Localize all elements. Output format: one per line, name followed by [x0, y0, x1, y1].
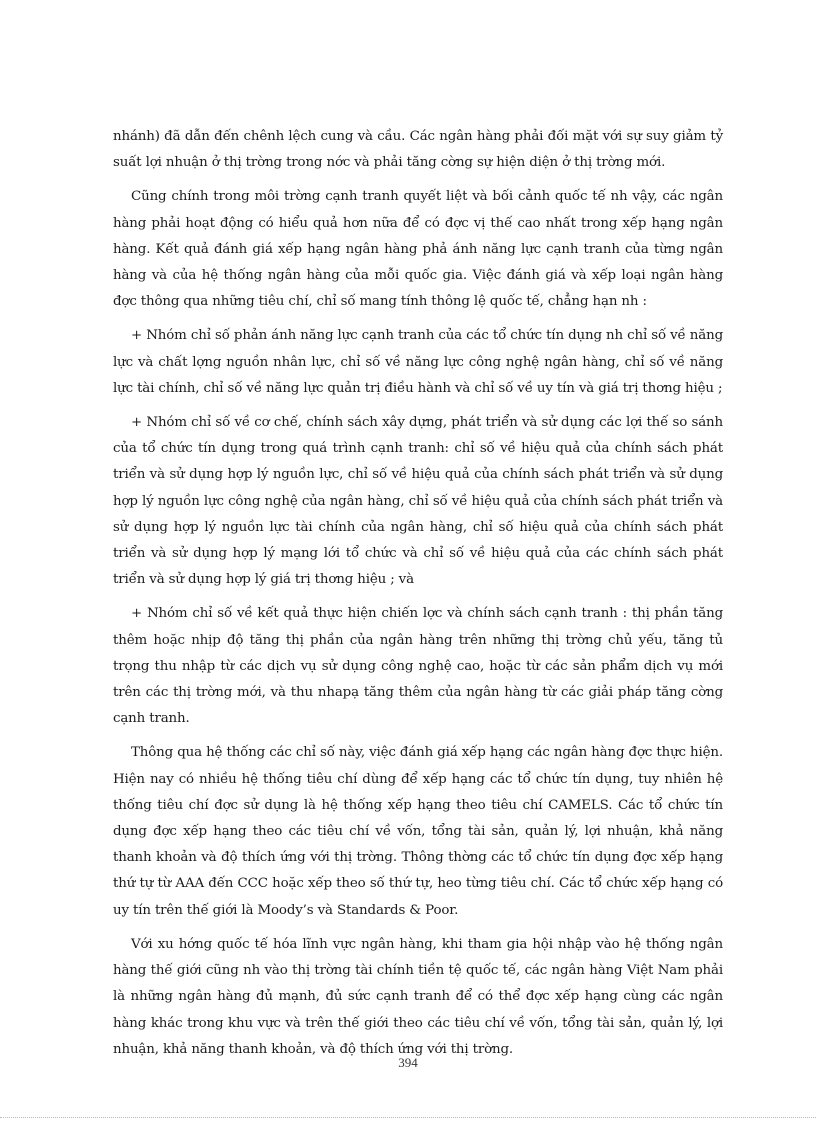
paragraph-7: Với xu hớng quốc tế hóa lĩnh vực ngân hàng, khi tham gia hội nhập vào hệ thống ngân hàng thế giới cũng nh vào thị trờng tài chính tiền tệ quốc tế, các ngân hàng Việt Nam phải là những ngân hàng đủ mạnh, đủ sức cạnh tranh để có thể đợc xếp hạng cùng các ngân hàng khác trong khu vực và trên thế giới theo các tiêu chí về vốn, tổng tài sản, quản lý, lợi nhuận, khả năng thanh khoản, và độ thích ứng với thị trờng. [113, 936, 723, 1057]
body-text [113, 124, 723, 1071]
page-bottom-divider [0, 1117, 816, 1118]
page-number: 394 [398, 1055, 418, 1070]
paragraph-6: Thông qua hệ thống các chỉ số này, việc đánh giá xếp hạng các ngân hàng đợc thực hiện. Hiện nay có nhiều hệ thống tiêu chí dùng để xếp hạng các tổ chức tín dụng, tuy nhiên hệ thống tiêu chí đợc sử dụng là hệ thống xếp hạng theo tiêu chí CAMELS. Các tổ chức tín dụng đợc xếp hạng theo các tiêu chí về vốn, tổng tài sản, quản lý, lợi nhuận, khả năng thanh khoản và độ thích ứng với thị trờng. Thông thờng các tổ chức tín dụng đợc xếp hạng thứ tự từ AAA đến CCC hoặc xếp theo số thứ tự, heo từng tiêu chí. Các tổ chức xếp hạng có uy tín trên thế giới là Moody’s và Standards & Poor. [113, 745, 723, 918]
paragraph-2: Cũng chính trong môi trờng cạnh tranh quyết liệt và bối cảnh quốc tế nh vậy, các ngân hàng phải hoạt động có hiểu quả hơn nữa để có đợc vị thế cao nhất trong xếp hạng ngân hàng. Kết quả đánh giá xếp hạng ngân hàng phả ánh năng lực cạnh tranh của từng ngân hàng và của hệ thống ngân hàng của mỗi quốc gia. Việc đánh giá và xếp loại ngân hàng đợc thông qua những tiêu chí, chỉ số mang tính thông lệ quốc tế, chẳng hạn nh : [113, 189, 723, 310]
paragraph-4: + Nhóm chỉ số về cơ chế, chính sách xây dựng, phát triển và sử dụng các lợi thế so sánh của tổ chức tín dụng trong quá trình cạnh tranh: chỉ số về hiệu quả của chính sách phát triển và sử dụng hợp lý nguồn lực, chỉ số về hiệu quả của chính sách phát triển và sử dụng hợp lý nguồn lực công nghệ của ngân hàng, chỉ số về hiệu quả của chính sách phát triển và sử dụng hợp lý nguồn lực tài chính của ngân hàng, chỉ số hiệu quả của chính sách phát triển và sử dụng hợp lý mạng lới tổ chức và chỉ số về hiệu quả của các chính sách phát triển và sử dụng hợp lý giá trị thơng hiệu ; và [113, 415, 723, 588]
paragraph-1: nhánh) đã dẫn đến chênh lệch cung và cầu. Các ngân hàng phải đối mặt với sự suy giảm tỷ suất lợi nhuận ở thị trờng trong nớc và phải tăng cờng sự hiện diện ở thị trờng mới. [113, 129, 723, 171]
paragraph-5: + Nhóm chỉ số về kết quả thực hiện chiến lợc và chính sách cạnh tranh : thị phần tăng thêm hoặc nhịp độ tăng thị phần của ngân hàng trên những thị trờng chủ yếu, tăng tủ trọng thu nhập từ các dịch vụ sử dụng công nghệ cao, hoặc từ các sản phẩm dịch vụ mới trên các thị trờng mới, và thu nhapạ tăng thêm của ngân hàng từ các giải pháp tăng cờng cạnh tranh. [113, 606, 723, 727]
paragraph-3: + Nhóm chỉ số phản ánh năng lực cạnh tranh của các tổ chức tín dụng nh chỉ số về năng lực và chất lợng nguồn nhân lực, chỉ số về năng lực công nghệ ngân hàng, chỉ số về năng lực tài chính, chỉ số về năng lực quản trị điều hành và chỉ số về uy tín và giá trị thơng hiệu ; [113, 328, 723, 396]
